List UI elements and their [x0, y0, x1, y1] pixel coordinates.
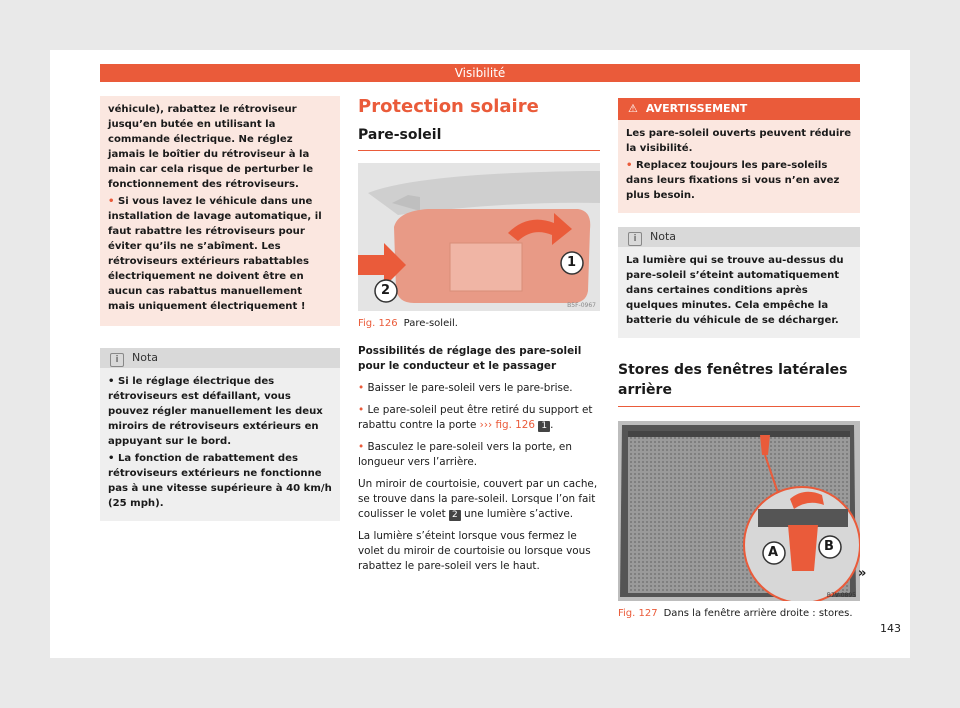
- divider: [618, 406, 860, 407]
- callout-number: 2: [449, 510, 461, 521]
- figure-sun-visor: [358, 163, 600, 311]
- figure-label-1: 1: [567, 255, 577, 270]
- window-blind-illustration: [618, 421, 860, 601]
- warning-title: AVERTISSEMENT: [645, 102, 748, 115]
- figure-caption: [358, 317, 600, 330]
- figure-number: Fig. 127: [618, 608, 658, 619]
- bullet-text: Baisser le pare-soleil vers le pare-brise.: [367, 382, 573, 394]
- warning-para: véhicule), rabattez le rétroviseur jusqu’en butée en utilisant la commande électrique. Ne réglez jamais le boîtier du rétroviseur à la main car cela risque de perturber le fonctionnement des rétroviseurs.: [108, 104, 314, 190]
- paragraph-text: Un miroir de courtoisie, couvert par un cache, se trouve dans la pare-soleil. Lorsque l’on fait coulisser le volet: [358, 478, 598, 520]
- bullet-icon: •: [108, 376, 118, 387]
- column-3: [618, 98, 860, 620]
- bullet-item: [358, 440, 600, 470]
- figure-reference-link[interactable]: ››› fig. 126: [479, 419, 536, 431]
- note-box: [100, 348, 340, 521]
- column-1: [100, 96, 340, 521]
- bullet-icon: •: [358, 441, 368, 453]
- paragraph-text: une lumière s’active.: [464, 508, 574, 520]
- body-text: [358, 344, 600, 574]
- note-header: [618, 227, 860, 247]
- warning-continuation: [100, 96, 340, 326]
- figure-window-blind: [618, 421, 860, 601]
- section-title: Protection solaire: [358, 96, 539, 117]
- bullet-text: Si le réglage électrique des rétroviseurs est défaillant, vous pouvez régler manuellement les deux miroirs de rétroviseurs extérieurs en appuyant sur le bord.: [108, 376, 323, 447]
- column-2: [358, 96, 600, 581]
- note-title: Nota: [132, 351, 159, 364]
- paragraph: [358, 477, 600, 522]
- header-bar: Visibilité: [100, 64, 860, 82]
- warning-icon: ⚠: [628, 102, 638, 115]
- page-number: 143: [880, 622, 901, 635]
- note-body: [618, 247, 860, 338]
- bullet-icon: •: [358, 382, 368, 394]
- figure-caption: [618, 607, 860, 620]
- subheading: Possibilités de réglage des pare-soleil pour le conducteur et le passager: [358, 345, 582, 372]
- caption-text: Dans la fenêtre arrière droite : stores.: [663, 608, 853, 619]
- section-heading: Stores des fenêtres latérales arrière: [618, 362, 848, 398]
- section-subtitle: Pare-soleil: [358, 127, 442, 143]
- bullet-icon: •: [108, 196, 118, 207]
- note-para: La lumière qui se trouve au-dessus du pare-soleil s’éteint automatiquement dans certaines conditions après quelques minutes. Cela empêche la batterie du véhicule de se décharger.: [626, 255, 844, 326]
- figure-code: B5F-0967: [567, 302, 596, 309]
- warning-bullet: [626, 158, 852, 203]
- paragraph: La lumière s’éteint lorsque vous fermez le volet du miroir de courtoisie ou lorsque vous rabattez le pare-soleil vers le haut.: [358, 530, 591, 572]
- warning-header: [618, 98, 860, 120]
- note-box: [618, 227, 860, 338]
- warning-body: [618, 120, 860, 213]
- figure-label-a: A: [768, 545, 779, 560]
- divider: [358, 150, 600, 151]
- note-title: Nota: [650, 230, 677, 243]
- note-body: [100, 368, 340, 521]
- caption-text: Pare-soleil.: [403, 318, 458, 329]
- bullet-item: [358, 381, 600, 396]
- info-icon: i: [110, 353, 124, 367]
- bullet-item: • Le pare-soleil peut être retiré du support et rabattu contre la porte ››› fig. 126 1 .: [358, 404, 593, 431]
- info-icon: i: [628, 232, 642, 246]
- note-bullet: [108, 374, 332, 449]
- bullet-icon: •: [108, 453, 118, 464]
- bullet-text: Basculez le pare-soleil vers la porte, en longueur vers l’arrière.: [358, 441, 572, 468]
- bullet-text: Si vous lavez le véhicule dans une installation de lavage automatique, il faut rabattre les rétroviseurs pour éviter qu’ils ne s’abîment. Les rétroviseurs extérieurs rabattables électriquement ne doivent être en aucun cas rabattus manuellement mais uniquement électriquement !: [108, 196, 322, 312]
- bullet-text: Le pare-soleil peut être retiré du support et rabattu contre la porte: [358, 404, 593, 431]
- callout-number: 1: [538, 421, 550, 432]
- figure-code: B7V-0895: [826, 592, 856, 599]
- figure-number: Fig. 126: [358, 318, 398, 329]
- figure-label-2: 2: [381, 283, 391, 298]
- note-bullet: [108, 451, 332, 511]
- note-header: [100, 348, 340, 368]
- sun-visor-illustration: [358, 163, 600, 311]
- bullet-icon: •: [358, 404, 368, 416]
- bullet-icon: •: [626, 160, 636, 171]
- bullet-text: Replacez toujours les pare-soleils dans leurs fixations si vous n’en avez plus besoin.: [626, 160, 840, 201]
- figure-label-b: B: [824, 539, 834, 554]
- continue-mark: »: [858, 566, 867, 581]
- warning-para: Les pare-soleil ouverts peuvent réduire la visibilité.: [626, 128, 852, 154]
- warning-bullet: [108, 194, 332, 314]
- warning-box: [618, 98, 860, 213]
- bullet-text: La fonction de rabattement des rétroviseurs extérieurs ne fonctionne pas à une vitesse supérieure à 40 km/h (25 mph).: [108, 453, 332, 509]
